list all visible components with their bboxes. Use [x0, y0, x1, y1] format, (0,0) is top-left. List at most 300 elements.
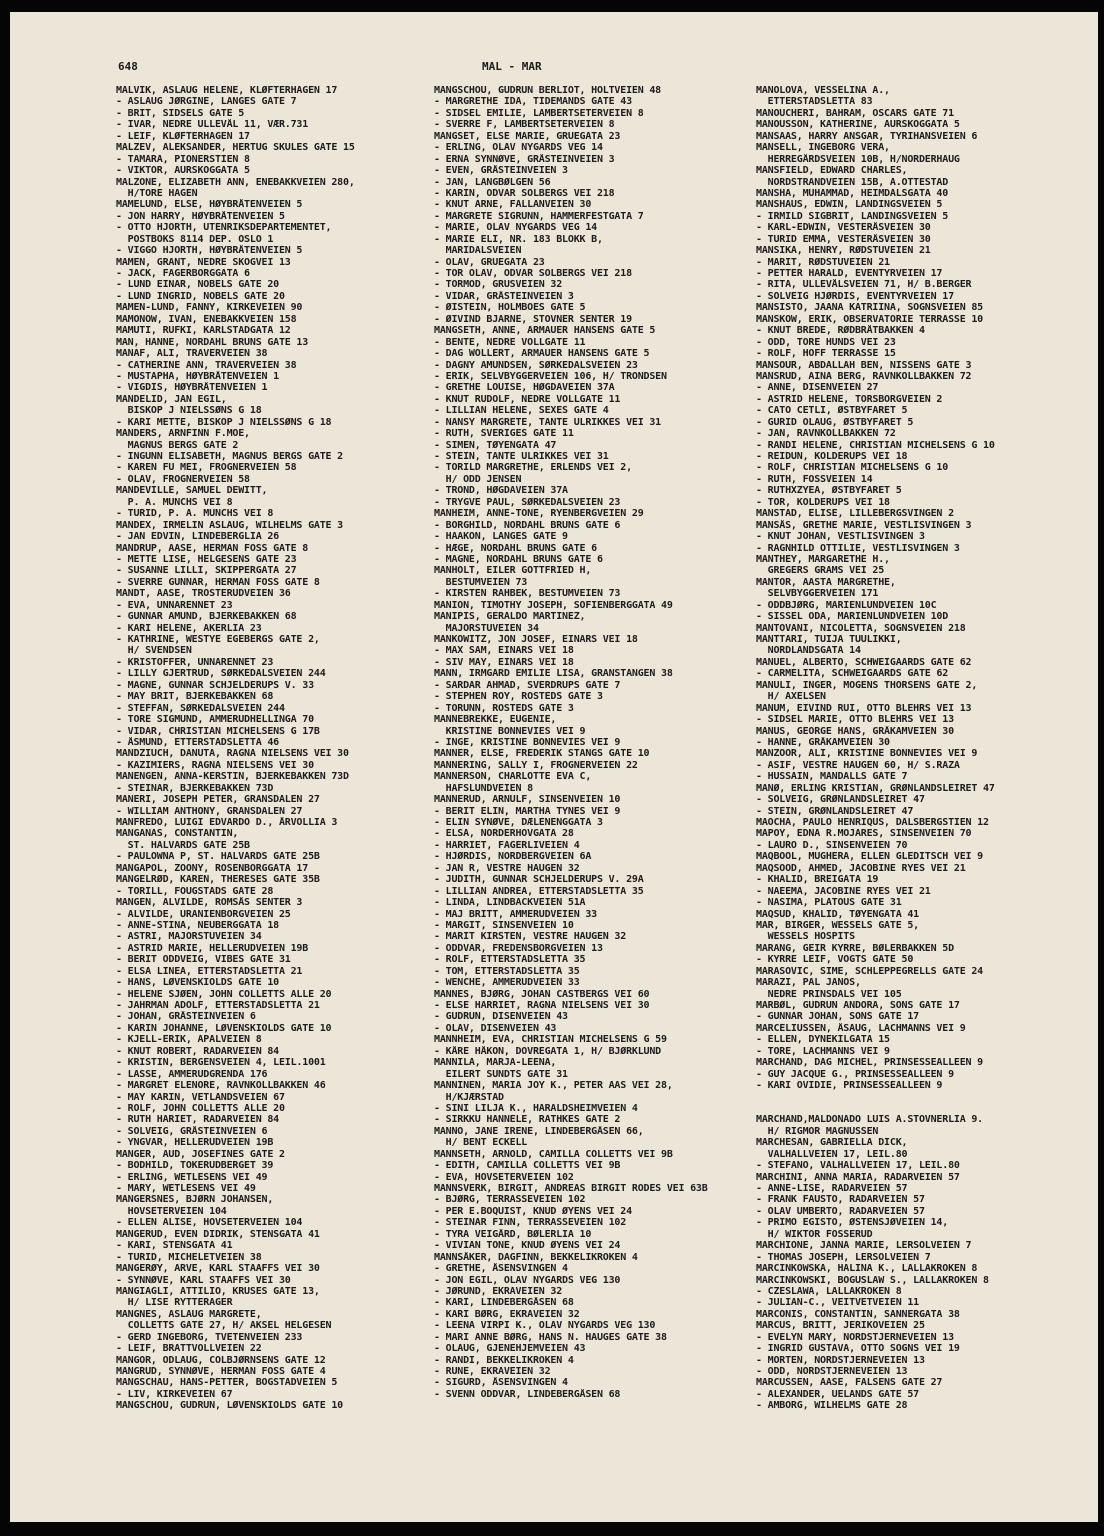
directory-entry: MARIDALSVEIEN — [434, 245, 522, 257]
directory-entry: MANGERØY, ARVE, KARL STAAFFS VEI 30 — [116, 1263, 320, 1275]
directory-entry: - SVERRE F, LAMBERTSETERVEIEN 8 — [434, 119, 615, 131]
directory-entry: - BJØRG, TERRASSEVEIEN 102 — [434, 1194, 586, 1206]
directory-entry: - CATO CETLI, ØSTBYFARET 5 — [756, 405, 908, 417]
directory-entry: - RUNE, EKRAVEIEN 32 — [434, 1366, 551, 1377]
directory-entry: - MARI ANNE BØRG, HANS N. HAUGES GATE 38 — [434, 1331, 667, 1343]
directory-entry: MANDRUP, AASE, HERMAN FOSS GATE 8 — [116, 542, 309, 554]
directory-entry: POSTBOKS 8114 DEP. OSLO 1 — [116, 233, 274, 245]
directory-entry: MAMEN-LUND, FANNY, KIRKEVEIEN 90 — [116, 302, 303, 314]
directory-entry: MANDELID, JAN EGIL, — [116, 393, 227, 405]
directory-entry: - RUTHXZYEA, ØSTBYFARET 5 — [756, 485, 902, 497]
directory-entry: - KRISTIN, BERGENSVEIEN 4, LEIL.1001 — [116, 1057, 326, 1069]
directory-entry: MAN, HANNE, NORDAHL BRUNS GATE 13 — [116, 336, 309, 348]
directory-entry: - ANNE-STINA, NEUBERGGATA 18 — [116, 919, 279, 931]
directory-entry: - LEIF, BRATTVOLLVEIEN 22 — [116, 1343, 262, 1355]
directory-entry: WESSELS HOSPITS — [756, 931, 855, 943]
directory-entry: - KARI, LINDEBERGÅSEN 68 — [434, 1297, 574, 1309]
directory-entry: - STEINAR FINN, TERRASSEVEIEN 102 — [434, 1217, 627, 1229]
directory-entry: - MARGIT, SINSENVEIEN 10 — [434, 919, 574, 931]
directory-entry: - ERNA SYNNØVE, GRÅSTEINVEIEN 3 — [434, 153, 615, 165]
directory-entry: MANSELL, INGEBORG VERA, — [756, 142, 890, 154]
directory-entry: MAPOY, EDNA R.MOJARES, SINSENVEIEN 70 — [756, 828, 972, 840]
directory-entry: MANDERS, ARNFINN F.MOE, — [116, 428, 250, 440]
directory-entry: MAQBOOL, MUGHERA, ELLEN GLEDITSCH VEI 9 — [756, 851, 983, 863]
directory-entry: - ØIVIND BJARNE, STOVNER SENTER 19 — [434, 313, 632, 325]
directory-entry: - HAAKON, LANGES GATE 9 — [434, 531, 568, 543]
directory-entry: - HANNE, GRÅKAMVEIEN 30 — [756, 736, 890, 748]
directory-entry: MANSKOW, ERIK, OBSERVATORIE TERRASSE 10 — [756, 313, 983, 325]
directory-entry: - SISSEL ODA, MARIENLUNDVEIEN 10D — [756, 611, 949, 623]
directory-entry: - KARI METTE, BISKOP J NIELSSØNS G 18 — [116, 416, 332, 428]
directory-entry: - GUNNAR JOHAN, SONS GATE 17 — [756, 1011, 919, 1023]
directory-entry: MANUEL, ALBERTO, SCHWEIGAARDS GATE 62 — [756, 656, 972, 668]
directory-entry: - PETTER HARALD, EVENTYRVEIEN 17 — [756, 268, 943, 279]
directory-entry: - ELSA LINEA, ETTERSTADSLETTA 21 — [116, 965, 303, 977]
directory-entry: - MARIT KIRSTEN, VESTRE HAUGEN 32 — [434, 931, 627, 943]
directory-entry: MAJORSTUVEIEN 34 — [434, 622, 539, 634]
directory-entry: MANSFIELD, EDWARD CHARLES, — [756, 165, 908, 177]
directory-entry: - ODD, TORE HUNDS VEI 23 — [756, 336, 896, 348]
directory-column-2 — [434, 85, 754, 1400]
directory-entry: - RUTH HARIET, RADARVEIEN 84 — [116, 1114, 279, 1126]
directory-entry: - TORILL, FOUGSTADS GATE 28 — [116, 885, 274, 897]
directory-entry: - HARRIET, FAGERLIVEIEN 4 — [434, 839, 580, 851]
directory-entry: - HÆGE, NORDAHL BRUNS GATE 6 — [434, 542, 597, 554]
directory-entry: - SIGURD, ÅSENSVINGEN 4 — [434, 1377, 568, 1389]
directory-entry: MANERI, JOSEPH PETER, GRANSDALEN 27 — [116, 794, 320, 806]
directory-entry: H/KJÆRSTAD — [434, 1091, 504, 1103]
directory-entry: MANAF, ALI, TRAVERVEIEN 38 — [116, 348, 268, 360]
directory-entry: MANUM, EIVIND RUI, OTTO BLEHRS VEI 13 — [756, 702, 972, 714]
directory-entry: MARBØL, GUDRUN ANDORA, SONS GATE 17 — [756, 1000, 960, 1011]
directory-entry: - OLAUG, GJENEHJEMVEIEN 43 — [434, 1343, 586, 1355]
directory-entry: - MARGRET ELENORE, RAVNKOLLBAKKEN 46 — [116, 1080, 326, 1092]
directory-entry: MANSHAUS, EDWIN, LANDINGSVEIEN 5 — [756, 199, 943, 211]
directory-entry: - ELLEN ALISE, HOVSETERVEIEN 104 — [116, 1217, 303, 1229]
directory-entry: - JØRUND, EKRAVEIEN 32 — [434, 1285, 563, 1297]
directory-entry: MANSISTO, JAANA KATRIINA, SOGNSVEIEN 85 — [756, 302, 983, 314]
directory-entry: MANSHA, MUHAMMAD, HEIMDALSGATA 40 — [756, 187, 949, 199]
directory-entry: MANNEBREKKE, EUGENIE, — [434, 714, 557, 726]
directory-entry: - SIDSEL EMILIE, LAMBERTSETERVEIEN 8 — [434, 107, 644, 119]
directory-entry: - YNGVAR, HELLERUDVEIEN 19B — [116, 1137, 274, 1149]
directory-entry: MANNILA, MARJA-LEENA, — [434, 1057, 557, 1069]
directory-entry: MANGEN, ALVILDE, ROMSÅS SENTER 3 — [116, 897, 303, 909]
directory-entry: - TURID EMMA, VESTERÅSVEIEN 30 — [756, 233, 931, 245]
directory-entry: - LEIF, KLØFTERHAGEN 17 — [116, 130, 250, 142]
directory-entry: - TAMARA, PIONERSTIEN 8 — [116, 153, 250, 165]
directory-entry: - KHALID, BREIGATA 19 — [756, 874, 879, 886]
directory-entry: - RUTH, SVERIGES GATE 11 — [434, 428, 574, 440]
directory-entry: MANTTARI, TUIJA TUULIKKI, — [756, 634, 902, 645]
directory-entry: - JON HARRY, HØYBRÅTENVEIEN 5 — [116, 210, 285, 222]
directory-entry: - KARI BØRG, EKRAVEIEN 32 — [434, 1308, 580, 1320]
directory-entry: - KNUT ARNE, FALLANVEIEN 30 — [434, 199, 592, 211]
directory-entry: - STEIN, GRØNLANDSLEIRET 47 — [756, 805, 914, 817]
directory-entry: MALVIK, ASLAUG HELENE, KLØFTERHAGEN 17 — [116, 85, 338, 96]
directory-entry: - OLAV, FROGNERVEIEN 58 — [116, 473, 250, 485]
directory-entry: - ÅSMUND, ETTERSTADSLETTA 46 — [116, 736, 279, 748]
directory-entry: - HANS, LØVENSKIOLDS GATE 10 — [116, 977, 279, 989]
directory-entry: MANNSVERK, BIRGIT, ANDREAS BIRGIT RODES VEI 63B — [434, 1183, 708, 1194]
directory-entry: - STEIN, TANTE ULRIKKES VEI 31 — [434, 451, 609, 462]
directory-entry: - EDITH, CAMILLA COLLETTS VEI 9B — [434, 1160, 621, 1172]
directory-entry: MANGER, AUD, JOSEFINES GATE 2 — [116, 1148, 285, 1160]
directory-entry: P. A. MUNCHS VEI 8 — [116, 496, 233, 508]
directory-entry: - ASIF, VESTRE HAUGEN 60, H/ S.RAZA — [756, 759, 960, 771]
blank-line — [756, 1103, 1080, 1114]
directory-entry: HOVSETERVEIEN 104 — [116, 1205, 227, 1217]
directory-entry: - KNUT RUDOLF, NEDRE VOLLGATE 11 — [434, 393, 621, 405]
directory-entry: - HJØRDIS, NORDBERGVEIEN 6A — [434, 851, 592, 863]
directory-entry: - LILLIAN ANDREA, ETTERSTADSLETTA 35 — [434, 885, 644, 897]
directory-entry: H/ RIGMOR MAGNUSSEN — [756, 1125, 879, 1137]
directory-entry: - OLAV, DISENVEIEN 43 — [434, 1022, 557, 1034]
directory-entry: - SIMEN, TØYENGATA 47 — [434, 439, 557, 451]
directory-entry: - KÅRE HÅKON, DOVREGATA 1, H/ BJØRKLUND — [434, 1045, 661, 1057]
directory-entry: - STEFANO, VALHALLVEIEN 17, LEIL.80 — [756, 1160, 960, 1172]
directory-entry: - JAN EDVIN, LINDEBERGLIA 26 — [116, 531, 279, 543]
directory-entry: - TOR OLAV, ODVAR SOLBERGS VEI 218 — [434, 268, 632, 279]
directory-entry: - TORMOD, GRUSVEIEN 32 — [434, 279, 563, 291]
directory-entry: MANOUCHERI, BAHRAM, OSCARS GATE 71 — [756, 107, 954, 119]
directory-entry: MARCUS, BRITT, JERIKOVEIEN 25 — [756, 1320, 925, 1332]
directory-entry: MANGSCHOU, GUDRUN, LØVENSKIOLDS GATE 10 — [116, 1400, 343, 1412]
directory-entry: - ERIK, SELVBYGGERVEIEN 106, H/ TRONDSEN — [434, 370, 667, 382]
directory-entry: MANGELRØD, KAREN, THERESES GATE 35B — [116, 874, 320, 886]
directory-entry: VALHALLVEIEN 17, LEIL.80 — [756, 1148, 908, 1160]
directory-entry: - INGUNN ELISABETH, MAGNUS BERGS GATE 2 — [116, 451, 343, 462]
directory-entry: - SOLVEIG, GRÅSTEINVEIEN 6 — [116, 1125, 268, 1137]
directory-column-1 — [116, 85, 436, 1412]
directory-entry: - KARI HELENE, AKERLIA 23 — [116, 622, 262, 634]
directory-entry: - EVA, HOVSETERVEIEN 102 — [434, 1171, 574, 1183]
directory-entry: - BODHILD, TOKERUDBERGET 39 — [116, 1160, 274, 1172]
directory-entry: - CARMELITA, SCHWEIGAARDS GATE 62 — [756, 668, 949, 680]
directory-entry: - DAG WOLLERT, ARMAUER HANSENS GATE 5 — [434, 348, 650, 360]
directory-entry: - GUNNAR AMUND, BJERKEBAKKEN 68 — [116, 611, 297, 623]
directory-entry: MARCHIONE, JANNA MARIE, LERSOLVEIEN 7 — [756, 1240, 972, 1252]
directory-entry: HERREGÅRDSVEIEN 10B, H/NORDERHAUG — [756, 153, 960, 165]
directory-entry: MANNES, BJØRG, JOHAN CASTBERGS VEI 60 — [434, 988, 650, 1000]
directory-entry: - GURID OLAUG, ØSTBYFARET 5 — [756, 416, 914, 428]
directory-entry: - WILLIAM ANTHONY, GRANSDALEN 27 — [116, 805, 303, 817]
directory-entry: - TURID, MICHELETVEIEN 38 — [116, 1251, 262, 1263]
directory-entry: - LUND EINAR, NOBELS GATE 20 — [116, 279, 279, 291]
directory-entry: - PER E.BOQUIST, KNUD ØYENS VEI 24 — [434, 1205, 632, 1217]
directory-entry: - RAGNHILD OTTILIE, VESTLISVINGEN 3 — [756, 542, 960, 554]
directory-entry: - THOMAS JOSEPH, LERSOLVEIEN 7 — [756, 1251, 931, 1263]
directory-entry: MAR, BIRGER, WESSELS GATE 5, — [756, 919, 919, 931]
directory-column-3 — [756, 85, 1080, 1412]
directory-entry: MANTOR, AASTA MARGRETHE, — [756, 576, 896, 588]
directory-entry: MARCONIS, CONSTANTIN, SANNERGATA 38 — [756, 1308, 960, 1320]
directory-entry: MANNSÅKER, DAGFINN, BEKKELIKROKEN 4 — [434, 1251, 638, 1263]
directory-entry: - MAGNE, GUNNAR SCHJELDERUPS V. 33 — [116, 679, 314, 691]
directory-entry: - LILLY GJERTRUD, SØRKEDALSVEIEN 244 — [116, 668, 326, 680]
blank-line — [756, 1092, 1080, 1103]
directory-entry: - LILLIAN HELENE, SEXES GATE 4 — [434, 405, 609, 417]
directory-entry: - ELLEN, DYNEKILGATA 15 — [756, 1034, 890, 1046]
directory-entry: MANGOR, ODLAUG, COLBJØRNSENS GATE 12 — [116, 1354, 326, 1366]
directory-entry: - ALVILDE, URANIENBORGVEIEN 25 — [116, 908, 291, 920]
directory-entry: - CZESLAWA, LALLAKROKEN 8 — [756, 1285, 902, 1297]
directory-entry: MANN, IRMGARD EMILIE LISA, GRANSTANGEN 38 — [434, 668, 673, 680]
directory-entry: - MAY BRIT, BJERKEBAKKEN 68 — [116, 691, 274, 703]
directory-entry: MANSOUR, ABDALLAH BEN, NISSENS GATE 3 — [756, 359, 972, 371]
directory-entry: MANZOOR, ALI, KRISTINE BONNEVIES VEI 9 — [756, 748, 978, 760]
directory-entry: - KNUT ROBERT, RADARVEIEN 84 — [116, 1045, 279, 1057]
directory-entry: - ASTRID HELENE, TORSBORGVEIEN 2 — [756, 393, 943, 405]
directory-entry: - WENCHE, AMMERUDVEIEN 33 — [434, 977, 580, 989]
directory-entry: - TORE, LACHMANNS VEI 9 — [756, 1045, 890, 1057]
directory-entry: MAGNUS BERGS GATE 2 — [116, 439, 239, 451]
directory-entry: - KNUT JOHAN, VESTLISVINGEN 3 — [756, 531, 925, 543]
directory-entry: - JAN, LANGBØLGEN 56 — [434, 176, 551, 188]
directory-entry: MANDT, AASE, TROSTERUDVEIEN 36 — [116, 588, 291, 600]
directory-entry: - MARGRETHE IDA, TIDEMANDS GATE 43 — [434, 96, 632, 108]
directory-entry: - TORE SIGMUND, AMMERUDHELLINGA 70 — [116, 714, 314, 726]
directory-entry: - SOLVEIG, GRØNLANDSLEIRET 47 — [756, 794, 925, 806]
directory-entry: MANULI, INGER, MOGENS THORSENS GATE 2, — [756, 679, 978, 691]
directory-entry: - GUDRUN, DISENVEIEN 43 — [434, 1011, 568, 1023]
directory-entry: MAMUTI, RUFKI, KARLSTADGATA 12 — [116, 325, 291, 337]
directory-entry: MANGSET, ELSE MARIE, GRUEGATA 23 — [434, 130, 621, 142]
directory-entry: - KATHRINE, WESTYE EGEBERGS GATE 2, — [116, 634, 320, 645]
directory-entry: - CATHERINE ANN, TRAVERVEIEN 38 — [116, 359, 297, 371]
directory-entry: - INGE, KRISTINE BONNEVIES VEI 9 — [434, 736, 621, 748]
directory-entry: - JAN, RAVNKOLLBAKKEN 72 — [756, 428, 896, 440]
directory-entry: - SIV MAY, EINARS VEI 18 — [434, 656, 574, 668]
directory-entry: MANGANAS, CONSTANTIN, — [116, 828, 239, 840]
directory-entry: MANION, TIMOTHY JOSEPH, SOFIENBERGGATA 49 — [434, 599, 673, 611]
directory-entry: - RITA, ULLEVÅLSVEIEN 71, H/ B.BERGER — [756, 279, 972, 291]
directory-entry: MANGIAGLI, ATTILIO, KRUSES GATE 13, — [116, 1285, 320, 1297]
directory-entry: MANNERING, SALLY I, FROGNERVEIEN 22 — [434, 759, 638, 771]
directory-entry: - ODD, NORDSTJERNEVEIEN 13 — [756, 1366, 908, 1377]
directory-entry: - ASLAUG JØRGINE, LANGES GATE 7 — [116, 96, 297, 108]
directory-entry: MANNER, ELSE, FREDERIK STANGS GATE 10 — [434, 748, 650, 760]
directory-entry: MANNERSON, CHARLOTTE EVA C, — [434, 771, 592, 783]
directory-entry: SELVBYGGERVEIEN 171 — [756, 588, 879, 600]
directory-entry: - ANNE, DISENVEIEN 27 — [756, 382, 879, 394]
directory-entry: - TORILD MARGRETHE, ERLENDS VEI 2, — [434, 462, 632, 474]
directory-entry: H/TORE HAGEN — [116, 187, 198, 199]
directory-entry: - BENTE, NEDRE VOLLGATE 11 — [434, 336, 586, 348]
directory-entry: - FRANK FAUSTO, RADARVEIEN 57 — [756, 1194, 925, 1206]
directory-entry: - TRYGVE PAUL, SØRKEDALSVEIEN 23 — [434, 496, 621, 508]
directory-entry: - KARIN JOHANNE, LØVENSKIOLDS GATE 10 — [116, 1022, 332, 1034]
directory-entry: - HELENE SJØEN, JOHN COLLETTS ALLE 20 — [116, 988, 332, 1000]
directory-entry: - VIVIAN TONE, KNUD ØYENS VEI 24 — [434, 1240, 621, 1252]
directory-entry: MARCELIUSSEN, ÅSAUG, LACHMANNS VEI 9 — [756, 1022, 966, 1034]
directory-entry: - ØISTEIN, HOLMBOES GATE 5 — [434, 302, 586, 314]
directory-entry: - DAGNY AMUNDSEN, SØRKEDALSVEIEN 23 — [434, 359, 638, 371]
directory-entry: - MAY KARIN, VETLANDSVEIEN 67 — [116, 1091, 285, 1103]
directory-entry: MANSAAS, HARRY ANSGAR, TYRIHANSVEIEN 6 — [756, 130, 978, 142]
directory-entry: MANHOLT, EILER GOTTFRIED H, — [434, 565, 592, 577]
directory-entry: MAQSOOD, AHMED, JACOBINE RYES VEI 21 — [756, 862, 966, 874]
directory-entry: - ELSE HARRIET, RAGNA NIELSENS VEI 30 — [434, 1000, 650, 1011]
directory-entry: MANSÅS, GRETHE MARIE, VESTLISVINGEN 3 — [756, 519, 972, 531]
directory-entry: - TYRA VEIGÅRD, BØLERLIA 10 — [434, 1228, 592, 1240]
directory-entry: - VIDAR, CHRISTIAN MICHELSENS G 17B — [116, 725, 320, 737]
directory-entry: - TROND, HØGDAVEIEN 37A — [434, 485, 568, 497]
directory-entry: - ASTRID MARIE, HELLERUDVEIEN 19B — [116, 942, 309, 954]
directory-entry: - MORTEN, NORDSTJERNEVEIEN 13 — [756, 1354, 925, 1366]
directory-entry: - JOHAN, GRÅSTEINVEIEN 6 — [116, 1011, 256, 1023]
directory-entry: - KRISTOFFER, UNNARENNET 23 — [116, 656, 274, 668]
directory-entry: - LIV, KIRKEVEIEN 67 — [116, 1388, 233, 1400]
directory-entry: H/ SVENDSEN — [116, 645, 192, 657]
directory-entry: HAFSLUNDVEIEN 8 — [434, 782, 533, 794]
directory-entry: MANOUSSON, KATHERINE, AURSKOGGATA 5 — [756, 119, 960, 131]
directory-entry: - LINDA, LINDBACKVEIEN 51A — [434, 897, 586, 909]
directory-entry: - BERIT ODDVEIG, VIBES GATE 31 — [116, 954, 291, 966]
directory-entry: - MAX SAM, EINARS VEI 18 — [434, 645, 574, 657]
directory-entry: MARCHAND, DAG MICHEL, PRINSESSEALLEEN 9 — [756, 1057, 983, 1069]
directory-entry: - EVEN, GRÅSTEINVEIEN 3 — [434, 165, 568, 177]
directory-entry: - SIRKKU HANNELE, RATHKES GATE 2 — [434, 1114, 621, 1126]
directory-entry: NEDRE PRINSDALS VEI 105 — [756, 988, 902, 1000]
directory-entry: ST. HALVARDS GATE 25B — [116, 839, 250, 851]
page-header — [118, 60, 1078, 80]
directory-entry: - ALEXANDER, UELANDS GATE 57 — [756, 1388, 919, 1400]
directory-entry: - SARDAR AHMAD, SVERDRUPS GATE 7 — [434, 679, 621, 691]
directory-entry: MANNHEIM, EVA, CHRISTIAN MICHELSENS G 59 — [434, 1034, 667, 1046]
directory-entry: - ANNE-LISE, RADARVEIEN 57 — [756, 1183, 908, 1194]
directory-entry: - EVELYN MARY, NORDSTJERNEVEIEN 13 — [756, 1331, 954, 1343]
directory-entry: MANFREDO, LUIGI EDVARDO D., ÅRVOLLIA 3 — [116, 817, 338, 828]
directory-entry: MALZEV, ALEKSANDER, HERTUG SKULES GATE 15 — [116, 142, 355, 154]
directory-entry: - GUY JACQUE G., PRINSESSEALLEEN 9 — [756, 1068, 954, 1080]
directory-entry: - ERLING, OLAV NYGARDS VEG 14 — [434, 142, 603, 154]
directory-entry: - VIKTOR, AURSKOGGATA 5 — [116, 165, 250, 177]
directory-entry: - EVA, UNNARENNET 23 — [116, 599, 233, 611]
directory-entry: - NAEEMA, JACOBINE RYES VEI 21 — [756, 885, 931, 897]
directory-entry: - BRIT, SIDSELS GATE 5 — [116, 107, 245, 119]
directory-entry: ETTERSTADSLETTA 83 — [756, 96, 873, 108]
directory-entry: KRISTINE BONNEVIES VEI 9 — [434, 725, 586, 737]
alphabet-range: MAL - MAR — [482, 60, 542, 73]
directory-entry: - MARGRETE SIGRUNN, HAMMERFESTGATA 7 — [434, 210, 644, 222]
directory-entry: - IVAR, NEDRE ULLEVÅL 11, VÆR.731 — [116, 119, 309, 131]
directory-entry: MARANG, GEIR KYRRE, BØLERBAKKEN 5D — [756, 942, 954, 954]
directory-entry: - SOLVEIG HJØRDIS, EVENTYRVEIEN 17 — [756, 290, 954, 302]
directory-entry: - VIDAR, GRÅSTEINVEIEN 3 — [434, 290, 574, 302]
directory-entry: - SUSANNE LILLI, SKIPPERGATA 27 — [116, 565, 297, 577]
directory-entry: H/ WIKTOR FOSSERUD — [756, 1228, 873, 1240]
directory-entry: - SYNNØVE, KARL STAAFFS VEI 30 — [116, 1274, 291, 1286]
directory-entry: MANGSETH, ANNE, ARMAUER HANSENS GATE 5 — [434, 325, 656, 337]
directory-entry: - ROLF, JOHN COLLETTS ALLE 20 — [116, 1102, 285, 1114]
directory-entry: MANDZIUCH, DANUTA, RAGNA NIELSENS VEI 30 — [116, 748, 349, 760]
directory-entry: - ASTRI, MAJORSTUVEIEN 34 — [116, 931, 262, 943]
directory-entry: - IRMILD SIGBRIT, LANDINGSVEIEN 5 — [756, 210, 949, 222]
directory-entry: MANIPIS, GERALDO MARTINEZ, — [434, 611, 586, 623]
directory-entry: - TOR, KOLDERUPS VEI 18 — [756, 496, 890, 508]
directory-entry: MARCINKOWSKA, HALINA K., LALLAKROKEN 8 — [756, 1263, 978, 1275]
directory-entry: - SINI LILJA K., HARALDSHEIMVEIEN 4 — [434, 1102, 638, 1114]
directory-entry: MANNERUD, ARNULF, SINSENVEIEN 10 — [434, 794, 621, 806]
directory-entry: MARCHAND,MALDONADO LUIS A.STOVNERLIA 9. — [756, 1114, 983, 1126]
directory-entry: - STEPHEN ROY, ROSTEDS GATE 3 — [434, 691, 603, 703]
directory-entry: MANGAPOL, ZOONY, ROSENBORGGATA 17 — [116, 862, 309, 874]
directory-entry: - PRIMO EGISTO, ØSTENSJØVEIEN 14, — [756, 1217, 949, 1229]
directory-entry: - HUSSAIN, MANDALLS GATE 7 — [756, 771, 908, 783]
directory-entry: - LASSE, AMMERUDGRENDA 176 — [116, 1068, 268, 1080]
directory-entry: - JULIAN-C., VEITVETVEIEN 11 — [756, 1297, 919, 1309]
directory-entry: - OLAV UMBERTO, RADARVEIEN 57 — [756, 1205, 925, 1217]
directory-entry: MANØ, ERLING KRISTIAN, GRØNLANDSLEIRET 47 — [756, 782, 995, 794]
directory-entry: NORDLANDSGATA 14 — [756, 645, 861, 657]
directory-entry: - KIRSTEN RAHBEK, BESTUMVEIEN 73 — [434, 588, 621, 600]
directory-entry: GREGERS GRAMS VEI 25 — [756, 565, 885, 577]
directory-entry: - REIDUN, KOLDERUPS VEI 18 — [756, 451, 908, 462]
directory-entry: - JUDITH, GUNNAR SCHJELDERUPS V. 29A — [434, 874, 644, 886]
directory-entry: COLLETTS GATE 27, H/ AKSEL HELGESEN — [116, 1320, 332, 1332]
directory-entry: MANNINEN, MARIA JOY K., PETER AAS VEI 28, — [434, 1080, 673, 1092]
directory-entry: - MARIE ELI, NR. 183 BLOKK B, — [434, 233, 603, 245]
directory-entry: - ROLF, HOFF TERRASSE 15 — [756, 348, 896, 360]
directory-entry: MANTHEY, MARGARETHE H., — [756, 553, 890, 565]
directory-entry: - MUSTAPHA, HØYBRÅTENVEIEN 1 — [116, 370, 279, 382]
directory-entry: - AMBORG, WILHELMS GATE 28 — [756, 1400, 908, 1412]
directory-entry: - JON EGIL, OLAV NYGARDS VEG 130 — [434, 1274, 621, 1286]
directory-entry: - LEENA VIRPI K., OLAV NYGARDS VEG 130 — [434, 1320, 656, 1332]
directory-entry: - JAN R, VESTRE HAUGEN 32 — [434, 862, 580, 874]
directory-entry: - KYRRE LEIF, VOGTS GATE 50 — [756, 954, 914, 966]
directory-entry: EILERT SUNDTS GATE 31 — [434, 1068, 568, 1080]
directory-entry: - JACK, FAGERBORGGATA 6 — [116, 268, 250, 279]
directory-entry: MALZONE, ELIZABETH ANN, ENEBAKKVEIEN 280, — [116, 176, 355, 188]
directory-entry: MAQSUD, KHALID, TØYENGATA 41 — [756, 908, 919, 920]
directory-entry: - VIGGO HJORTH, HØYBRÅTENVEIEN 5 — [116, 245, 303, 257]
directory-entry: - ELSA, NORDERHOVGATA 28 — [434, 828, 574, 840]
directory-entry: - BERIT ELIN, MARTHA TYNES VEI 9 — [434, 805, 621, 817]
page-number: 648 — [118, 60, 138, 73]
directory-entry: MAMELUND, ELSE, HØYBRÅTENVEIEN 5 — [116, 199, 303, 211]
directory-entry: MANUS, GEORGE HANS, GRÅKAMVEIEN 30 — [756, 725, 954, 737]
directory-entry: MAOCHA, PAULO HENRIQUS, DALSBERGSTIEN 12 — [756, 817, 989, 828]
directory-entry: - TURID, P. A. MUNCHS VEI 8 — [116, 508, 274, 520]
directory-entry: H/ AXELSEN — [756, 691, 826, 703]
directory-entry: - MAJ BRITT, AMMERUDVEIEN 33 — [434, 908, 597, 920]
directory-entry: MANOLOVA, VESSELINA A., — [756, 85, 890, 96]
directory-entry: - ELIN SYNØVE, DÆLENENGGATA 3 — [434, 817, 603, 828]
directory-entry: - ROLF, ETTERSTADSLETTA 35 — [434, 954, 586, 966]
directory-entry: - MARIE, OLAV NYGARDS VEG 14 — [434, 222, 597, 234]
directory-entry: MANNSETH, ARNOLD, CAMILLA COLLETTS VEI 9B — [434, 1148, 673, 1160]
directory-entry: - BORGHILD, NORDAHL BRUNS GATE 6 — [434, 519, 621, 531]
directory-entry: - NANSY MARGRETE, TANTE ULRIKKES VEI 31 — [434, 416, 661, 428]
directory-entry: - RANDI HELENE, CHRISTIAN MICHELSENS G 10 — [756, 439, 995, 451]
directory-entry: - MARY, WETLESENS VEI 49 — [116, 1183, 256, 1194]
directory-entry: - KARI, STENSGATA 41 — [116, 1240, 233, 1252]
directory-entry: - ODDVAR, FREDENSBORGVEIEN 13 — [434, 942, 603, 954]
directory-entry: MANGSCHAU, HANS-PETTER, BOGSTADVEIEN 5 — [116, 1377, 338, 1389]
directory-entry: MARCHESAN, GABRIELLA DICK, — [756, 1137, 908, 1149]
directory-entry: - ODDBJØRG, MARIENLUNDVEIEN 10C — [756, 599, 937, 611]
directory-entry: - STEINAR, BJERKEBAKKEN 73D — [116, 782, 274, 794]
directory-entry: H/ BENT ECKELL — [434, 1137, 528, 1149]
directory-entry: - SIDSEL MARIE, OTTO BLEHRS VEI 13 — [756, 714, 954, 726]
directory-entry: - KAREN FU MEI, FROGNERVEIEN 58 — [116, 462, 297, 474]
directory-entry: - KAZIMIERS, RAGNA NIELSENS VEI 30 — [116, 759, 314, 771]
directory-entry: MARASOVIC, SIME, SCHLEPPEGRELLS GATE 24 — [756, 965, 983, 977]
directory-entry: - LAURO D., SINSENVEIEN 70 — [756, 839, 908, 851]
directory-entry: - KARL-EDWIN, VESTERÅSVEIEN 30 — [756, 222, 931, 234]
